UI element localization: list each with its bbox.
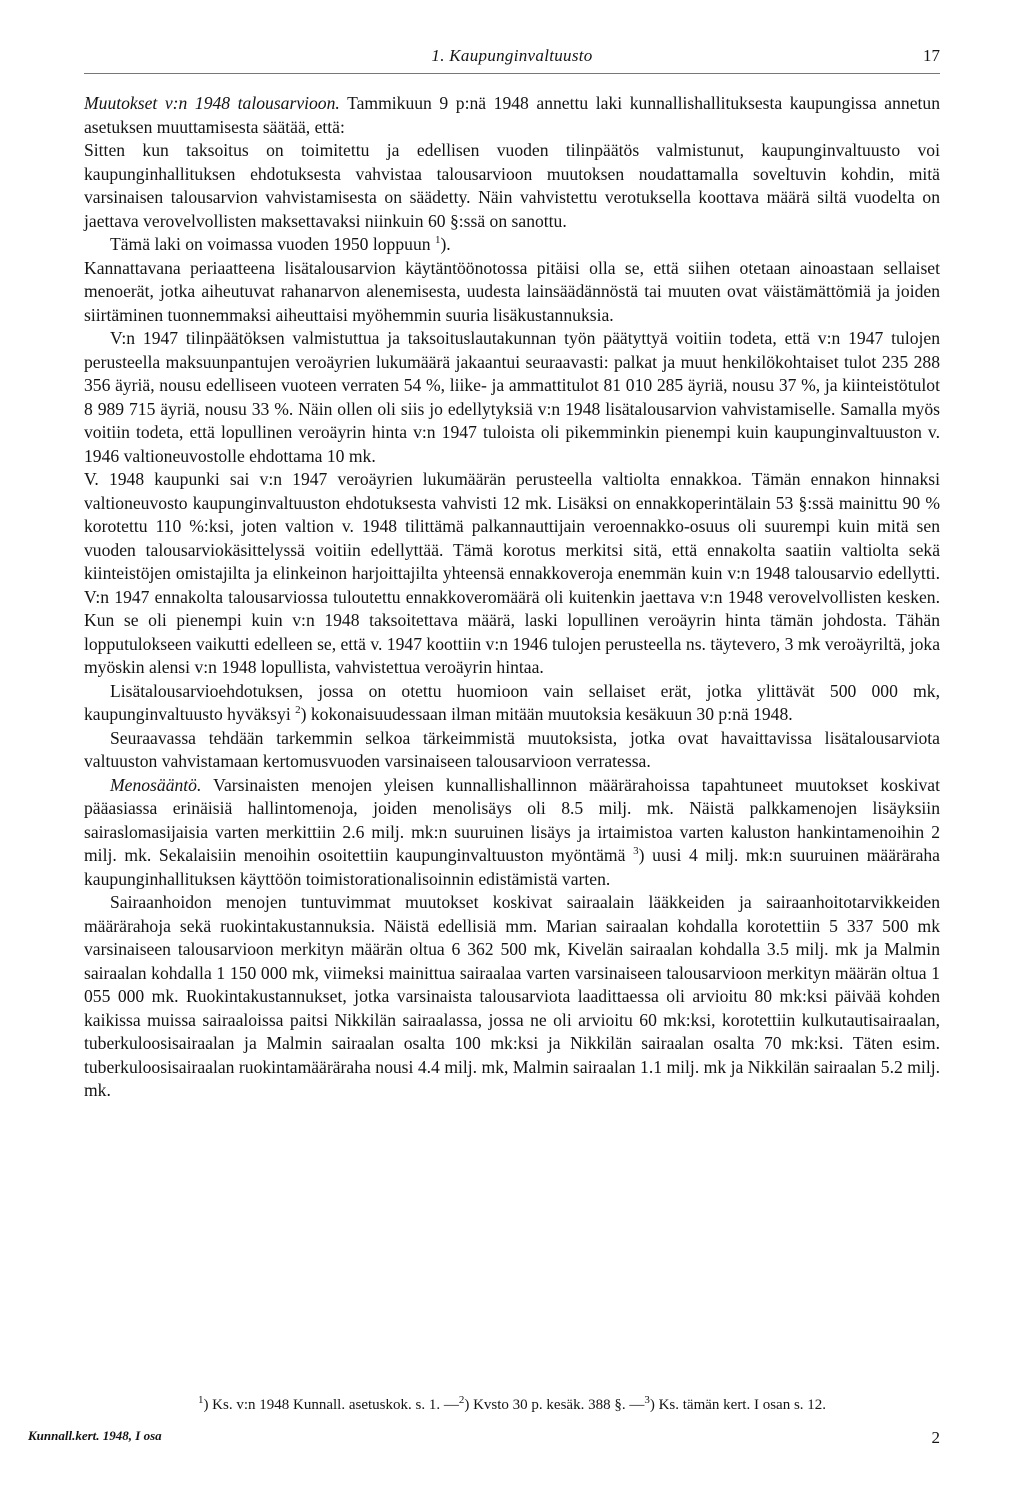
section-heading-expenditure: Menosääntö. (110, 774, 202, 795)
paragraph-6: V. 1948 kaupunki sai v:n 1947 veroäyrien lukumäärän perusteella valtiolta ennakkoa. Tämän ennakon hinnaksi valtioneuvosto kaupunginvaltuuston ehdotuksesta vahvisti 12 mk. Lisäksi on ennakkoperintälain 53 §:ssä mainittu 90 % korotettu 110 %:ksi, joten valtion v. 1948 tilittämä palkannauttijain veroennakko-osuus oli suurempi kuin mitä sen vuoden talousarviokäsittelyssä voitiin edellyttää. Tämä korotus merkitsi sitä, että ennakolta saatiin valtiolta sekä kiinteistöjen omistajilta ja elinkeinon harjoittajilta yhteensä ennakkoveroja enemmän kuin v:n 1948 talousarvio edellytti. V:n 1947 ennakolta talousarviossa tuloutettu ennakkoveromäärä oli kuitenkin jaettava v:n 1948 verovelvollisten kesken. Kun se oli pienempi kuin v:n 1948 taksoitettava määrä, laski lopullinen veroäyrin hinta tämän johdosta. Tähän lopputulokseen vaikutti edelleen se, että v. 1947 koottiin v:n 1946 tulojen perusteella ns. täytevero, 3 mk veroäyriltä, joka myöskin alensi v:n 1948 lopullista, vahvistettua veroäyrin hintaa. (84, 469, 940, 677)
running-title: 1. Kaupunginvaltuusto (431, 46, 593, 65)
paragraph-7 (84, 680, 940, 727)
footnote-1: ) Ks. v:n 1948 Kunnall. asetuskok. s. 1. — (203, 1397, 459, 1413)
footnote-2: ) Kvsto 30 p. kesäk. 388 §. — (464, 1397, 645, 1413)
paragraph-10: Sairaanhoidon menojen tuntuvimmat muutokset koskivat sairaalain lääkkeiden ja sairaanhoitotarvikkeiden määrärahoja sekä ruokintakustannuksia. Näistä edellisiä mm. Marian sairaalan kohdalla korotettiin 5 337 500 mk varsinaiseen talousarvioon merkityn määrän oltua 6 362 500 mk, Kivelän sairaalan kohdalla 3.5 milj. mk ja Malmin sairaalan kohdalla 1 150 000 mk, viimeksi mainittua sairaalaa varten varsinaiseen talousarvioon merkityn määrän oltua 1 055 000 mk. Ruokintakustannukset, jotka varsinaista talousarviota laadittaessa oli arvioitu 80 mk:ksi päivää kohden kaikissa muissa sairaaloissa paitsi Nikkilän sairaalassa, jossa ne oli arvioitu 60 mk:ksi, korotettiin kulkutautisairaalan, tuberkuloosisairaalan ja Malmin sairaalan osalta 100 mk:ksi ja Nikkilän sairaalan osalta 70 mk:ksi. Täten esim. tuberkuloosisairaalan ruokintamääräraha nousi 4.4 milj. mk, Malmin sairaalan 1.1 milj. mk ja Nikkilän sairaalan 5.2 milj. mk. (84, 892, 940, 1100)
page-number: 17 (923, 46, 940, 65)
paragraph-3 (84, 233, 940, 257)
paragraph-1-text: Tammikuun 9 p:nä 1948 annettu laki kunnallishallituksesta kaupungissa annetun asetuksen muuttamisesta säätää, että: (84, 93, 940, 137)
footnote-3: ) Ks. tämän kert. I osan s. 12. (649, 1397, 827, 1413)
paragraph-7-text: Lisätalousarvioehdotuksen, jossa on otettu huomioon vain sellaiset erät, jotka ylittävät 500 000 mk, kaupunginvaltuusto hyväksyi (84, 680, 940, 724)
printer-signature: Kunnall.kert. 1948, I osa (28, 1428, 162, 1443)
footnote-number-2: 2 (458, 1394, 465, 1406)
sheet-number: 2 (931, 1428, 940, 1447)
header-rule (84, 73, 940, 74)
paragraph-9-end: ) uusi 4 milj. mk:n suuruinen määräraha kaupunginhallituksen käyttöön toimistorationalisoinnin edistämistä varten. (84, 845, 940, 889)
footnote-ref-1: 1 (434, 234, 441, 247)
footnote-ref-2: 2 (295, 704, 301, 717)
document-page (28, 0, 940, 1501)
paragraph-1 (84, 92, 940, 139)
running-header (84, 46, 940, 70)
paragraph-7-end: ) kokonaisuudessaan ilman mitään muutoksia kesäkuun 30 p:nä 1948. (300, 704, 793, 724)
paragraph-8: Seuraavassa tehdään tarkemmin selkoa tärkeimmistä muutoksista, jotka ovat havaittavissa lisätalousarviota valtuuston vahvistamaan kertomusvuoden varsinaiseen talousarvioon verratessa. (84, 727, 940, 771)
paragraph-9-text: Varsinaisten menojen yleisen kunnallishallinnon määrärahoissa tapahtuneet muutokset koskivat pääasiassa erinäisiä hallintomenoja, joiden menolisäys oli 8.5 milj. mk. Näistä palkkamenojen lisäyksiin sairaslomasijaisia varten merkittiin 2.6 milj. mk:n suuruinen lisäys ja irtaimistoa varten kaluston hankintamenoihin 2 milj. mk. Sekalaisiin menoihin osoitettiin kaupunginvaltuuston myöntämä (84, 774, 940, 865)
footnote-number-1: 1 (197, 1394, 204, 1406)
paragraph-9 (84, 774, 940, 892)
paragraph-3-text: Tämä laki on voimassa vuoden 1950 loppuun (110, 234, 435, 254)
paragraph-5: V:n 1947 tilinpäätöksen valmistuttua ja taksoituslautakunnan työn päätyttyä voitiin todeta, että v:n 1947 tulojen perusteella maksuunpantujen veroäyrien lukumäärä jakaantui seuraavasti: palkat ja muut henkilökohtaiset tulot 235 288 356 äyriä, nousu edelliseen vuoteen verraten 54 %, liike- ja ammattitulot 81 010 285 äyriä, nousu 37 %, ja kiinteistötulot 8 989 715 äyriä, nousu 33 %. Näin ollen oli siis jo edellytyksiä v:n 1948 lisätalousarvion vahvistamiselle. Samalla myös voitiin todeta, että lopullinen veroäyrin hinta v:n 1947 tuloista oli pikemminkin pienempi kuin kaupunginvaltuuston v. 1946 valtioneuvostolle ehdottama 10 mk. (84, 328, 940, 466)
page-footer (28, 1428, 940, 1450)
footnotes (84, 1396, 940, 1414)
body-text (84, 92, 940, 1103)
section-heading-budget-changes: Muutokset v:n 1948 talousarvioon. (84, 93, 340, 113)
footnote-number-3: 3 (644, 1394, 650, 1406)
footnote-ref-3: 3 (633, 845, 639, 858)
paragraph-2: Sitten kun taksoitus on toimitettu ja edellisen vuoden tilinpäätös valmistunut, kaupunginvaltuusto voi kaupunginhallituksen ehdotuksesta vahvistaa talousarvioon muutoksen noudattamalla soveltuvin kohdin, mitä varsinaisen talousarvion vahvistamisesta on säädetty. Näin vahvistettu verotuksella koottava määrä siltä vuodelta on jaettava verovelvollisten maksettavaksi niinkuin 60 §:ssä on sanottu. (84, 140, 940, 231)
paragraph-3-end: ). (440, 234, 451, 254)
paragraph-4: Kannattavana periaatteena lisätalousarvion käytäntöönotossa pitäisi olla se, että siihen otetaan ainoastaan sellaiset menoerät, jotka aiheutuvat rahanarvon alenemisesta, uudesta lainsäädännöstä tai muuten ovat väistämättömiä ja joiden siirtäminen tuonnemmaksi aiheuttaisi myöhemmin suuria lisäkustannuksia. (84, 257, 940, 325)
